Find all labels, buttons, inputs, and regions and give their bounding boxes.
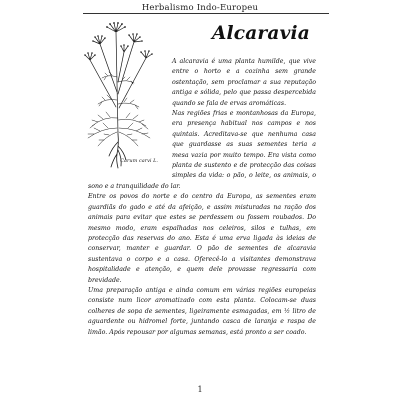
figure-caption: Carum carvi L. — [120, 158, 158, 164]
page-number: 1 — [197, 385, 203, 394]
paragraph-2: Nas regiões frias e montanhosas da Europa, era presença habitual nos campos e nos quintais. Acreditava-se que nenhuma casa que guardasse as suas sementes teria a mesa vazia por muito tempo. Era vista como planta de sustento e de protecção das coisas simples da vida: o pão, o leite, os animais, o sono e a tranquilidade do lar. — [88, 110, 316, 190]
header-rule — [83, 13, 329, 14]
article-body — [88, 57, 316, 338]
paragraph-1: A alcaravia é uma planta humilde, que vive entre o horto e a cozinha sem grande ostentação, sem proclamar a sua reputação antiga e sólida, pelo que passa despercebida quando se fala de ervas aromáticas. — [172, 58, 316, 107]
running-header: Herbalismo Indo-Europeu — [141, 3, 259, 13]
article-title: Alcaravia — [212, 23, 310, 44]
paragraph-3: Entre os povos do norte e do centro da Europa, as sementes eram guardiãs do gado e até da afeição, e assim misturadas na ração dos animais para evitar que estes se perdessem ou fossem roubados. Do mesmo modo, eram espalhadas nos celeiros, silos e tulhas, em protecção das reservas do ano. Esta é uma erva ligada às ideias de conservar, manter e guardar. O pão de sementes de alcaravia sustentava o corpo e a casa. Oferecê-lo a visitantes demonstrava hospitalidade e atenção, e quem dele provasse regressaria com brevidade. — [88, 193, 316, 284]
paragraph-4: Uma preparação antiga e ainda comum em várias regiões europeias consiste num licor aromatizado com esta planta. Colocam-se duas colheres de sopa de sementes, ligeiramente esmagadas, em ½ litro de aguardente ou hidromel forte, juntando casca de laranja e raspa de limão. Após repousar por algumas semanas, está pronto a ser coado. — [88, 286, 316, 336]
